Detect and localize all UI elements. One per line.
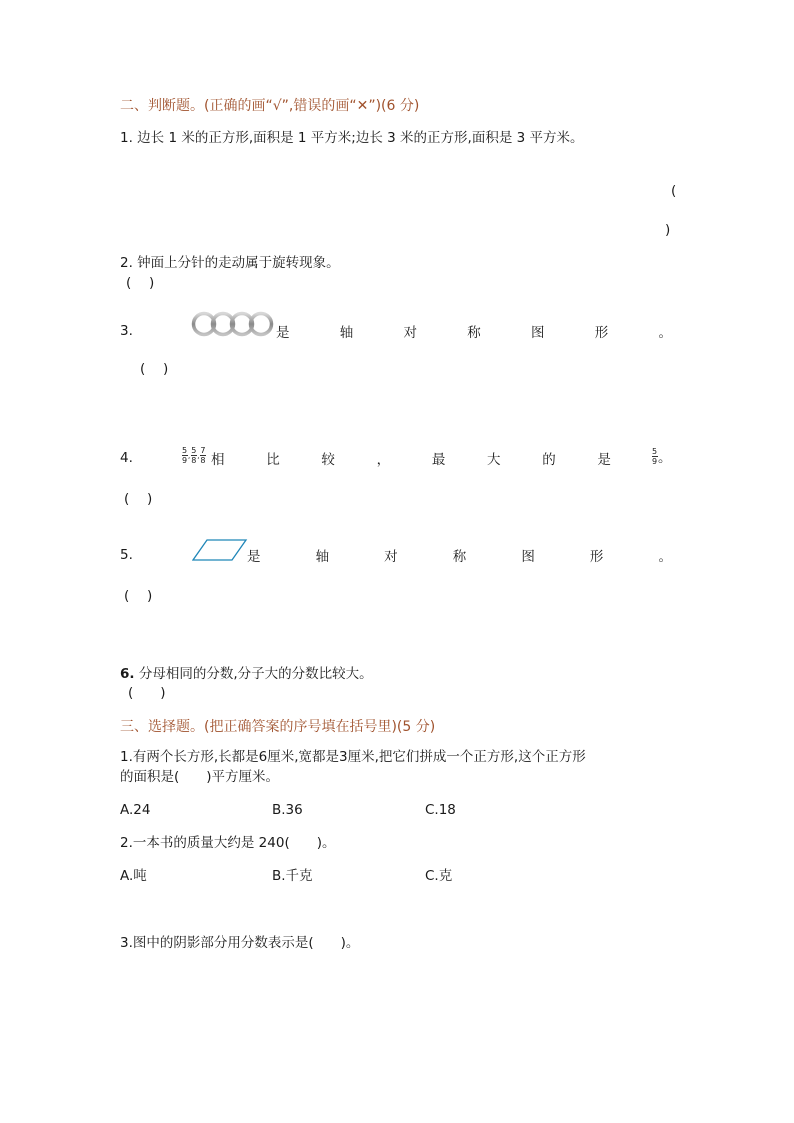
question-5-statement: [247, 545, 672, 565]
parallelogram-icon: [192, 538, 248, 566]
question-1-paren-open: (: [671, 183, 677, 199]
q5-word: 形: [589, 549, 604, 565]
question-4-answer-fraction: [651, 446, 672, 466]
choice-option-b[interactable]: B.千克: [272, 868, 313, 884]
fraction: $\frac{5}{8}$: [191, 446, 197, 465]
question-4-fractions: $\frac{5}{9}$ , $\frac{5}{8}$ , $\frac{7}{8}$: [181, 446, 206, 465]
q4-word: ，: [376, 452, 391, 468]
choice-option-c[interactable]: C.18: [425, 802, 456, 818]
question-1-text: 1. 边长 1 米的正方形,面积是 1 平方米;边长 3 米的正方形,面积是 3 平方米。: [120, 130, 584, 146]
question-6-number: 6.: [120, 666, 135, 682]
section3-title: 三、选择题。(把正确答案的序号填在括号里)(5 分): [120, 719, 436, 735]
q4-word: 大: [487, 452, 501, 468]
choice-option-a[interactable]: A.吨: [120, 868, 147, 884]
q4-word: 最: [431, 452, 446, 468]
q4-word: 的: [542, 452, 556, 468]
q4-word: 较: [321, 452, 335, 468]
q5-word: 对: [384, 549, 398, 565]
question-1-paren-close: ): [665, 222, 671, 238]
choice-option-c[interactable]: C.克: [425, 868, 453, 884]
q4-word: 是: [597, 452, 611, 468]
q5-word: 。: [658, 549, 672, 565]
question-6-statement: 分母相同的分数,分子大的分数比较大。: [138, 666, 373, 682]
choice-option-a[interactable]: A.24: [120, 802, 151, 818]
q3-word: 轴: [339, 325, 354, 341]
q5-word: 图: [521, 549, 535, 565]
choice-question-2-text: 2.一本书的质量大约是 240( )。: [120, 835, 336, 851]
fraction: $\frac{5}{9}$: [651, 446, 658, 466]
q3-word: 。: [658, 325, 672, 341]
q3-word: 称: [467, 325, 481, 341]
q5-word: 是: [247, 549, 261, 565]
q3-word: 图: [531, 325, 545, 341]
question-6-text: [120, 665, 373, 683]
q4-word: 比: [266, 452, 280, 468]
five-rings-icon: [190, 310, 276, 342]
q3-word: 是: [276, 325, 290, 341]
choice-question-3-text: 3.图中的阴影部分用分数表示是( )。: [120, 935, 360, 951]
question-5-answer-paren[interactable]: ( ): [124, 588, 153, 604]
question-4-answer-paren[interactable]: ( ): [124, 491, 153, 507]
question-3-statement: [276, 321, 672, 341]
question-4-statement: [211, 448, 611, 468]
q5-word: 称: [452, 549, 467, 565]
fraction: $\frac{7}{8}$: [200, 446, 206, 465]
q4-word: 相: [211, 452, 225, 468]
question-2-answer-paren[interactable]: ( ): [126, 275, 155, 291]
question-5-number: 5.: [120, 547, 133, 563]
q3-word: 对: [403, 325, 417, 341]
question-6-answer-paren[interactable]: ( ): [128, 685, 166, 701]
q5-word: 轴: [315, 549, 330, 565]
question-2-text: 2. 钟面上分针的走动属于旋转现象。: [120, 255, 340, 271]
question-4-end: 。: [658, 450, 672, 466]
question-4-number: 4.: [120, 450, 133, 466]
question-3-answer-paren[interactable]: ( ): [140, 361, 169, 377]
q3-word: 形: [594, 325, 609, 341]
fraction: $\frac{5}{9}$: [181, 446, 188, 465]
choice-question-1-line2: 的面积是( )平方厘米。: [120, 769, 280, 785]
choice-option-b[interactable]: B.36: [272, 802, 303, 818]
question-3-number: 3.: [120, 323, 133, 339]
section2-title: 二、判断题。(正确的画“√”,错误的画“✕”)(6 分): [120, 98, 420, 114]
choice-question-1-line1: 1.有两个长方形,长都是6厘米,宽都是3厘米,把它们拼成一个正方形,这个正方形: [120, 749, 586, 765]
